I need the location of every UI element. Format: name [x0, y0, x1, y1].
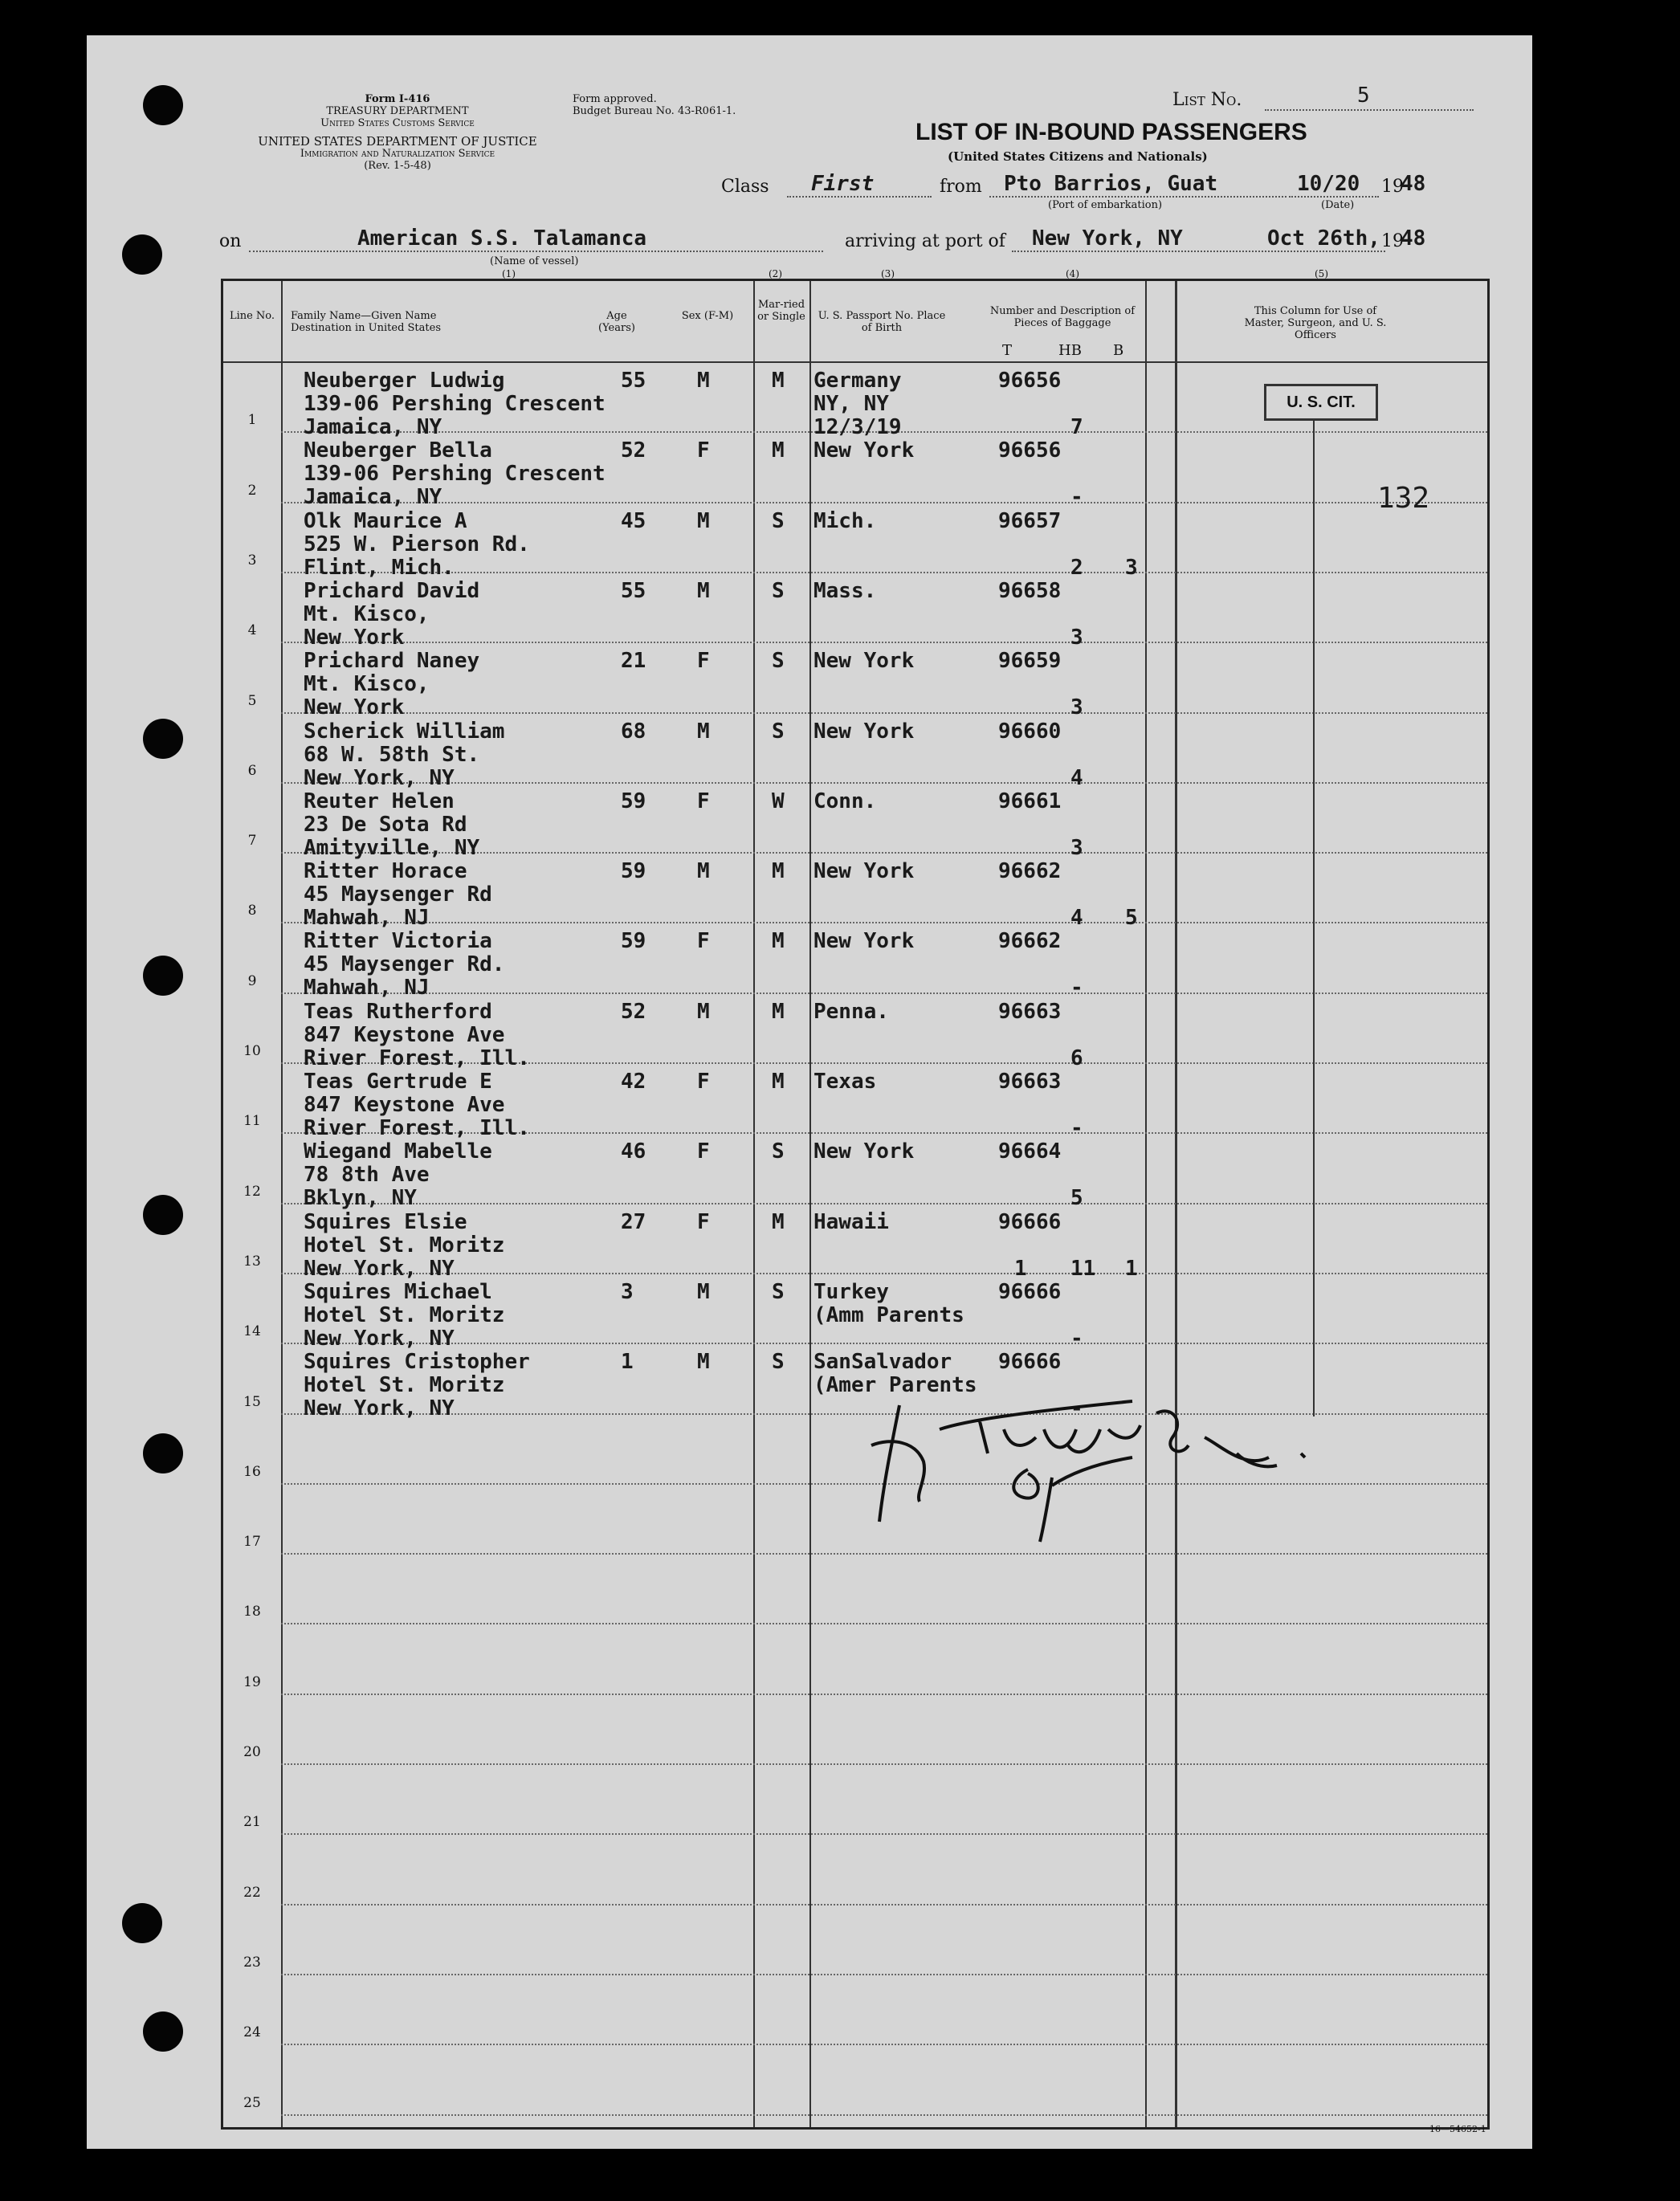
age: 59	[621, 929, 646, 954]
sex: M	[697, 1350, 710, 1375]
age: 21	[621, 649, 646, 674]
passenger-name: Scherick William	[304, 719, 505, 744]
passenger-table	[221, 279, 1490, 2130]
passport-number: 96664	[998, 1139, 1062, 1164]
line-number: 18	[243, 1604, 261, 1620]
row-divider	[281, 1763, 1487, 1765]
sex: F	[697, 649, 710, 674]
sex: F	[697, 1070, 710, 1094]
embark-year-value: 48	[1401, 172, 1426, 196]
age: 45	[621, 508, 646, 533]
destination-line-1: 139-06 Pershing Crescent	[304, 462, 606, 487]
row-divider	[281, 2044, 1487, 2045]
stamp-line	[1313, 421, 1315, 1416]
marital-status: S	[772, 1350, 785, 1375]
col-head-name-text: Family Name—Given Name	[291, 310, 437, 322]
line-number: 6	[247, 762, 257, 779]
header-agencies	[217, 93, 578, 172]
col-head-officers: This Column for Use of Master, Surgeon, and U. S. Officers	[1244, 305, 1387, 341]
col-number-5: (5)	[1315, 268, 1328, 279]
passenger-name: Teas Rutherford	[304, 999, 492, 1024]
place-of-birth-line-2: (Amer Parents	[813, 1373, 977, 1398]
line-number: 24	[243, 2024, 261, 2041]
line-number: 23	[243, 1954, 261, 1971]
baggage-hb: 3	[1070, 625, 1083, 650]
passenger-name: Ritter Victoria	[304, 929, 492, 954]
justice-department: UNITED STATES DEPARTMENT OF JUSTICE	[258, 134, 537, 149]
baggage-hb: -	[1070, 976, 1083, 1001]
col-head-name	[291, 310, 441, 334]
destination-line-2: New York	[304, 625, 405, 650]
baggage-hb: -	[1070, 1396, 1083, 1421]
line-number: 8	[247, 903, 257, 919]
col-number-3: (3)	[881, 268, 895, 279]
line-number: 10	[243, 1043, 261, 1059]
passenger-name: Squires Elsie	[304, 1209, 467, 1234]
page-title: LIST OF IN-BOUND PASSENGERS	[915, 119, 1307, 145]
destination-line-1: 525 W. Pierson Rd.	[304, 532, 530, 556]
list-no-value: 5	[1357, 84, 1370, 108]
col-number-2: (2)	[769, 268, 782, 279]
baggage-hb: 3	[1070, 835, 1083, 860]
line-number: 13	[243, 1253, 261, 1270]
age: 59	[621, 859, 646, 884]
baggage-hb: 2	[1070, 555, 1083, 580]
age: 59	[621, 789, 646, 813]
list-no-label: List No.	[1172, 90, 1242, 110]
col-head-age: Age (Years)	[598, 310, 635, 334]
place-of-birth: Conn.	[813, 789, 877, 813]
marital-status: M	[772, 1209, 785, 1234]
arrival-underline	[1012, 251, 1385, 252]
destination-line-1: 45 Maysenger Rd.	[304, 952, 505, 977]
line-number: 1	[247, 412, 257, 429]
baggage-sub-hb: HB	[1058, 342, 1082, 359]
place-of-birth-line-3: 12/3/19	[813, 415, 902, 439]
col-head-passport: U. S. Passport No. Place of Birth	[818, 310, 946, 334]
age: 1	[621, 1350, 634, 1375]
passenger-name: Ritter Horace	[304, 859, 467, 884]
passenger-name: Prichard Naney	[304, 649, 480, 674]
page-subtitle: (United States Citizens and Nationals)	[948, 149, 1208, 164]
binder-hole	[143, 719, 183, 759]
embark-year-prefix: 19	[1381, 177, 1404, 197]
passenger-name: Squires Cristopher	[304, 1350, 530, 1375]
age: 42	[621, 1070, 646, 1094]
binder-hole	[143, 956, 183, 996]
passport-number: 96656	[998, 438, 1062, 463]
officer-signature	[867, 1381, 1333, 1550]
baggage-hb: 4	[1070, 906, 1083, 931]
destination-line-1: Hotel St. Moritz	[304, 1302, 505, 1327]
destination-line-2: Flint, Mich.	[304, 555, 455, 580]
col-number-1: (1)	[502, 268, 516, 279]
passport-number: 96656	[998, 369, 1062, 393]
sex: M	[697, 999, 710, 1024]
line-number: 5	[247, 692, 257, 709]
place-of-birth: New York	[813, 719, 915, 744]
place-of-birth: Germany	[813, 369, 902, 393]
line-number: 16	[243, 1463, 261, 1480]
col-head-destination: Destination in United States	[291, 322, 441, 334]
passenger-name: Teas Gertrude E	[304, 1070, 492, 1094]
baggage-hb: -	[1070, 1326, 1083, 1351]
line-number: 19	[243, 1673, 261, 1690]
baggage-hb: -	[1070, 485, 1083, 510]
immigration-service: Immigration and Naturalization Service	[300, 148, 495, 160]
passport-number: 96663	[998, 1070, 1062, 1094]
marital-status: S	[772, 508, 785, 533]
destination-line-1: Hotel St. Moritz	[304, 1233, 505, 1257]
passenger-name: Neuberger Ludwig	[304, 369, 505, 393]
sex: F	[697, 438, 710, 463]
sex: M	[697, 1279, 710, 1304]
binder-hole	[122, 234, 162, 275]
sex: M	[697, 508, 710, 533]
line-number: 12	[243, 1183, 261, 1200]
age: 52	[621, 999, 646, 1024]
row-divider	[281, 642, 1487, 643]
budget-bureau: Budget Bureau No. 43-R061-1.	[573, 105, 736, 117]
col-number-4: (4)	[1066, 268, 1079, 279]
marital-status: M	[772, 438, 785, 463]
row-divider	[281, 1694, 1487, 1695]
row-divider	[281, 1904, 1487, 1905]
destination-line-2: Amityville, NY	[304, 835, 480, 860]
destination-line-2: Jamaica, NY	[304, 485, 442, 510]
marital-status: M	[772, 929, 785, 954]
destination-line-2: New York, NY	[304, 1396, 455, 1421]
baggage-b: 5	[1125, 906, 1138, 931]
class-value: First	[811, 172, 875, 196]
baggage-hb: -	[1070, 1116, 1083, 1140]
binder-hole	[122, 1903, 162, 1943]
place-of-birth: Hawaii	[813, 1209, 889, 1234]
passport-number: 96662	[998, 929, 1062, 954]
place-of-birth: Texas	[813, 1070, 877, 1094]
sex: M	[697, 578, 710, 603]
age: 68	[621, 719, 646, 744]
age: 46	[621, 1139, 646, 1164]
baggage-hb: 4	[1070, 765, 1083, 790]
binder-hole	[143, 2011, 183, 2052]
age: 52	[621, 438, 646, 463]
destination-line-1: Mt. Kisco,	[304, 601, 430, 626]
date-underline	[1289, 196, 1379, 198]
embark-port-label: (Port of embarkation)	[1048, 199, 1163, 211]
marital-status: S	[772, 1139, 785, 1164]
destination-line-1: 68 W. 58th St.	[304, 742, 480, 767]
form-approved: Form approved.	[573, 93, 657, 105]
sex: M	[697, 369, 710, 393]
place-of-birth: New York	[813, 438, 915, 463]
place-of-birth: Mass.	[813, 578, 877, 603]
col-head-married: Mar-ried or Single	[757, 299, 805, 323]
row-divider	[281, 2114, 1487, 2116]
vessel-name-label: (Name of vessel)	[490, 255, 579, 267]
col-head-sex: Sex (F-M)	[681, 310, 734, 322]
line-number: 4	[247, 622, 257, 639]
binder-hole	[143, 85, 183, 125]
row-divider	[281, 1343, 1487, 1344]
passenger-name: Reuter Helen	[304, 789, 455, 813]
header-divider	[223, 361, 1487, 363]
line-number: 15	[243, 1393, 261, 1410]
age: 55	[621, 578, 646, 603]
destination-line-1: 847 Keystone Ave	[304, 1022, 505, 1047]
row-divider	[281, 502, 1487, 503]
sex: F	[697, 929, 710, 954]
line-number: 9	[247, 972, 257, 989]
destination-line-2: Mahwah, NJ	[304, 976, 430, 1001]
destination-line-1: 45 Maysenger Rd	[304, 882, 492, 907]
passport-number: 96658	[998, 578, 1062, 603]
line-number: 25	[243, 2094, 261, 2111]
destination-line-1: 78 8th Ave	[304, 1163, 430, 1188]
marital-status: M	[772, 369, 785, 393]
passport-number: 96659	[998, 649, 1062, 674]
binder-hole	[143, 1433, 183, 1473]
destination-line-1: 23 De Sota Rd	[304, 812, 467, 837]
passport-number: 96662	[998, 859, 1062, 884]
baggage-hb: 3	[1070, 695, 1083, 720]
baggage-t: 1	[1014, 1256, 1027, 1281]
line-number: 14	[243, 1323, 261, 1340]
marital-status: M	[772, 999, 785, 1024]
destination-line-2: Jamaica, NY	[304, 415, 442, 439]
col-head-baggage: Number and Description of Pieces of Baggage	[989, 305, 1136, 329]
destination-line-2: Mahwah, NJ	[304, 906, 430, 931]
marital-status: S	[772, 578, 785, 603]
passport-number: 96666	[998, 1209, 1062, 1234]
arrival-port-value: New York, NY	[1032, 226, 1183, 251]
marital-status: S	[772, 719, 785, 744]
line-number: 21	[243, 1814, 261, 1831]
baggage-hb: 5	[1070, 1186, 1083, 1211]
row-divider	[281, 572, 1487, 573]
destination-line-2: New York, NY	[304, 765, 455, 790]
arrival-date-value: Oct 26th,	[1267, 226, 1380, 251]
passport-number: 96663	[998, 999, 1062, 1024]
baggage-hb: 11	[1070, 1256, 1096, 1281]
line-number: 22	[243, 1884, 261, 1901]
line-number: 17	[243, 1534, 261, 1551]
arrival-year-value: 48	[1401, 226, 1426, 251]
vessel-name-value: American S.S. Talamanca	[357, 226, 647, 251]
place-of-birth-line-2: NY, NY	[813, 392, 889, 416]
place-of-birth: New York	[813, 649, 915, 674]
destination-line-1: 139-06 Pershing Crescent	[304, 392, 606, 416]
passenger-name: Prichard David	[304, 578, 480, 603]
destination-line-1: Mt. Kisco,	[304, 672, 430, 697]
row-divider	[281, 782, 1487, 784]
passenger-name: Squires Michael	[304, 1279, 492, 1304]
row-divider	[281, 712, 1487, 714]
embark-date-value: 10/20	[1297, 172, 1360, 196]
destination-line-1: Hotel St. Moritz	[304, 1373, 505, 1398]
footer-code: 16—54652-1	[1429, 2124, 1486, 2134]
row-divider	[281, 1623, 1487, 1624]
place-of-birth: Turkey	[813, 1279, 889, 1304]
sex: F	[697, 789, 710, 813]
row-divider	[281, 1833, 1487, 1835]
place-of-birth: Penna.	[813, 999, 889, 1024]
line-number: 20	[243, 1744, 261, 1760]
embark-port-value: Pto Barrios, Guat	[1004, 172, 1218, 196]
baggage-sub-t: T	[1002, 342, 1013, 359]
place-of-birth: SanSalvador	[813, 1350, 952, 1375]
passport-number: 96666	[998, 1350, 1062, 1375]
baggage-sub-b: B	[1113, 342, 1124, 359]
marital-status: M	[772, 1070, 785, 1094]
place-of-birth-line-2: (Amm Parents	[813, 1302, 964, 1327]
place-of-birth: New York	[813, 859, 915, 884]
arrival-year-prefix: 19	[1381, 231, 1404, 251]
passenger-name: Olk Maurice A	[304, 508, 467, 533]
list-no-underline	[1265, 109, 1474, 111]
revision: (Rev. 1-5-48)	[364, 160, 431, 172]
destination-line-2: New York	[304, 695, 405, 720]
passport-number: 96660	[998, 719, 1062, 744]
line-number: 2	[247, 482, 257, 499]
annotation-number: 132	[1377, 482, 1430, 515]
passport-number: 96666	[998, 1279, 1062, 1304]
place-of-birth: Mich.	[813, 508, 877, 533]
marital-status: S	[772, 649, 785, 674]
marital-status: S	[772, 1279, 785, 1304]
form-number: Form I-416	[365, 93, 430, 105]
customs-service: United States Customs Service	[320, 117, 475, 129]
line-number: 11	[243, 1113, 261, 1130]
baggage-b: 3	[1125, 555, 1138, 580]
from-underline	[989, 196, 1287, 198]
baggage-hb: 6	[1070, 1045, 1083, 1070]
sex: F	[697, 1209, 710, 1234]
passenger-name: Neuberger Bella	[304, 438, 492, 463]
row-divider	[281, 1553, 1487, 1555]
age: 55	[621, 369, 646, 393]
row-divider	[281, 992, 1487, 994]
row-divider	[281, 1273, 1487, 1274]
place-of-birth: New York	[813, 1139, 915, 1164]
passenger-name: Wiegand Mabelle	[304, 1139, 492, 1164]
treasury-department: TREASURY DEPARTMENT	[326, 105, 469, 117]
marital-status: W	[772, 789, 785, 813]
sex: F	[697, 1139, 710, 1164]
destination-line-1: 847 Keystone Ave	[304, 1093, 505, 1117]
marital-status: M	[772, 859, 785, 884]
destination-line-2: River Forest, Ill.	[304, 1116, 530, 1140]
sex: M	[697, 859, 710, 884]
sex: M	[697, 719, 710, 744]
destination-line-2: River Forest, Ill.	[304, 1045, 530, 1070]
arriving-label: arriving at port of	[845, 231, 1005, 251]
destination-line-2: New York, NY	[304, 1326, 455, 1351]
line-number: 7	[247, 833, 257, 850]
line-number: 3	[247, 552, 257, 569]
destination-line-2: Bklyn, NY	[304, 1186, 417, 1211]
destination-line-2: New York, NY	[304, 1256, 455, 1281]
age: 27	[621, 1209, 646, 1234]
passport-number: 96661	[998, 789, 1062, 813]
from-label: from	[940, 177, 982, 197]
embark-date-label: (Date)	[1321, 199, 1355, 211]
class-underline	[787, 196, 932, 198]
passport-number: 96657	[998, 508, 1062, 533]
age: 3	[621, 1279, 634, 1304]
on-label: on	[219, 231, 242, 251]
binder-hole	[143, 1195, 183, 1235]
baggage-b: 1	[1125, 1256, 1138, 1281]
form-approval	[573, 93, 736, 117]
col-head-line-no: Line No.	[229, 310, 275, 322]
vessel-underline	[249, 251, 823, 252]
us-citizen-stamp: U. S. CIT.	[1264, 384, 1378, 421]
class-label: Class	[721, 177, 769, 197]
row-divider	[281, 1974, 1487, 1975]
place-of-birth: New York	[813, 929, 915, 954]
row-divider	[281, 922, 1487, 923]
row-divider	[281, 1203, 1487, 1204]
baggage-hb: 7	[1070, 415, 1083, 439]
